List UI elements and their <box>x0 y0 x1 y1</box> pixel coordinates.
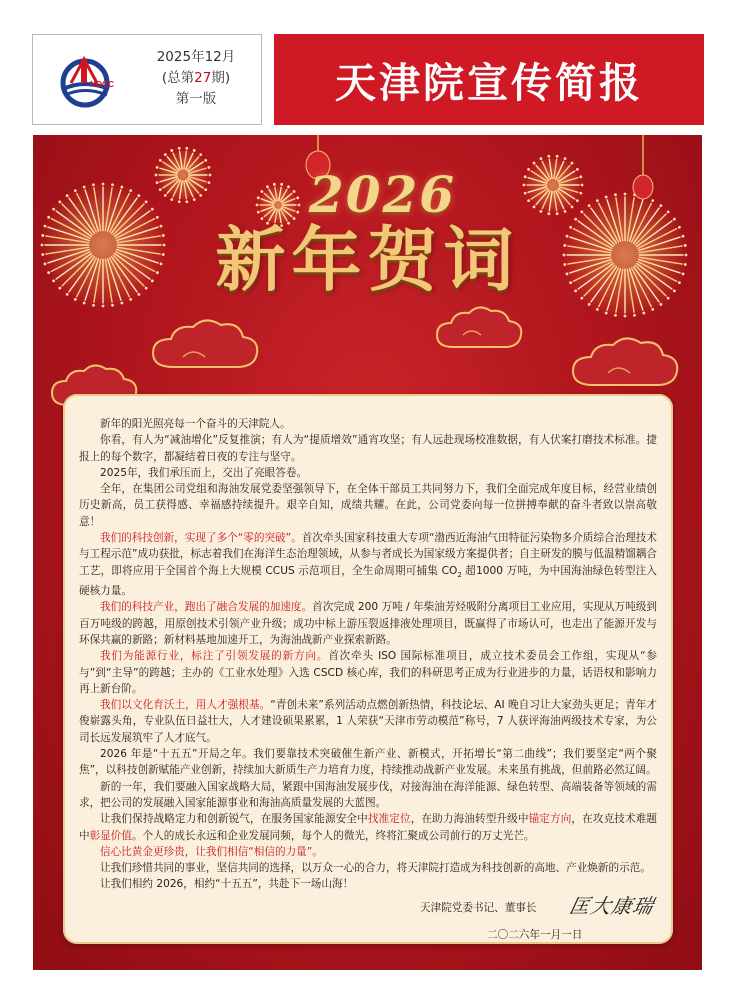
paragraph: 2025年，我们承压而上，交出了亮眼答卷。 <box>100 466 308 479</box>
paragraph: 让我们相约 2026，相约“十五五”，共赴下一场山海！ <box>100 878 354 891</box>
poster-headline <box>33 165 702 300</box>
poster-greeting: 新年贺词 <box>215 218 520 301</box>
paragraph: 2026 年是“十五五”开局之年。我们要靠技术突破催生新产业、新模式，开拓增长“第二曲线”；我们要坚定“两个聚焦”，以科技创新赋能产业创新，持续加大新质生产力培育力度，持续推动战新产业发展。未来虽有挑战，但前路必然辽阔。 <box>79 748 657 777</box>
issue-number: 27 <box>194 70 212 86</box>
edition-label: 第一版 <box>175 91 217 107</box>
header <box>32 34 704 125</box>
paragraph: 你看，有人为“减油增化”反复推演；有人为“提质增效”通宵攻坚；有人远赴现场校准数据，有人伏案打磨技术标准。捷报上的每个数字，都凝结着日夜的专注与坚守。 <box>79 434 657 463</box>
highlight-text: 彰显价值 <box>89 829 132 842</box>
paragraph: 新的一年，我们要融入国家战略大局，紧跟中国海油发展步伐，对接海油在海洋能源、绿色转型、高端装备等领域的需求，把公司的发展融入国家能源事业和海油高质量发展的大蓝图。 <box>79 780 657 809</box>
highlight-text: 信心比黄金更珍贵，让我们相信“相信的力量”。 <box>100 845 323 858</box>
title-banner <box>274 34 704 125</box>
company-logo-icon <box>57 53 117 109</box>
paragraph: 我们以文化育沃土，用人才强根基。“青创未来”系列活动点燃创新热情，科技论坛、AI 晚自习让大家劲头更足；青年才俊崭露头角，专业队伍日益壮大，人才建设硕果累累，1 人荣获“天津市劳动模范”称号，7 人获评海油两级技术专家，为公司长远发展筑牢了人才底气。 <box>79 699 657 744</box>
issue-total: (总第27期) <box>161 70 231 86</box>
paragraph: 我们的科技创新，实现了多个“零的突破”。首次牵头国家科技重大专项“渤西近海油气田特征污染物多介质综合治理技术与工程示范”成功获批，标志着我们在海洋生态治理领域，从参与者成长为国家级方案提供者；自主研发的膜与低温精馏耦合工艺，即将应用于全国首个海上大规模 CCUS 示范项目，全生命周期可捕集 $CO_2$ 超1000 万吨，为中国海油绿色转型注入硬核力量。 <box>79 532 657 598</box>
highlight-text: 我们以文化育沃土，用人才强根基。 <box>100 699 271 712</box>
highlight-text: 我们的科技创新，实现了多个“零的突破”。 <box>100 532 302 545</box>
header-info-box <box>32 34 262 125</box>
poster-year: 2026 <box>308 165 457 224</box>
signer-title: 天津院党委书记、董事长 <box>420 902 537 914</box>
issue-date: 2025年12月 <box>156 49 236 65</box>
newsletter-title: 天津院宣传简报 <box>335 59 643 107</box>
letter-date: 二〇二六年一月一日 <box>487 929 583 941</box>
new-year-letter <box>79 416 657 893</box>
paragraph: 我们为能源行业，标注了引领发展的新方向。首次牵头 ISO 国际标准项目，成立技术委员会工作组，实现从“参与”到“主导”的跨越；主办的《工业水处理》入选 CSCD 核心库，我们的科研思考正成为行业进步的力量，话语权和影响力再上新台阶。 <box>79 650 657 695</box>
paragraph: 让我们保持战略定力和创新锐气，在服务国家能源安全中找准定位，在助力海油转型升级中锚定方向，在攻克技术难题中彰显价值。个人的成长永远和企业发展同频，每个人的微光，终将汇聚成公司前行的万丈光芒。 <box>79 813 658 842</box>
issue-info <box>141 47 251 110</box>
auspicious-cloud-icon <box>52 307 677 405</box>
highlight-text: 找准定位 <box>367 813 411 826</box>
signature: 匡大康瑞 <box>567 894 657 918</box>
svg-text:NOOC: NOOC <box>90 80 114 89</box>
paragraph: 全年，在集团公司党组和海油发展党委坚强领导下，在全体干部员工共同努力下，我们全面完成年度目标，经营业绩创历史新高，员工获得感、幸福感持续提升。艰辛自知，成绩共耀。在此，公司党委向每一位拼搏奉献的奋斗者致以崇高敬意！ <box>79 483 657 528</box>
highlight-text: 我们为能源行业，标注了引领发展的新方向。 <box>100 650 329 663</box>
highlight-text: 我们的科技产业，跑出了融合发展的加速度。 <box>100 601 313 614</box>
paragraph: 新年的阳光照亮每一个奋斗的天津院人。 <box>100 418 291 430</box>
paragraph <box>79 844 657 860</box>
paragraph: 让我们珍惜共同的事业，坚信共同的选择，以万众一心的合力，将天津院打造成为科技创新的高地、产业焕新的示范。 <box>100 862 651 875</box>
highlight-text: 锚定方向 <box>528 813 572 826</box>
paragraph: 我们的科技产业，跑出了融合发展的加速度。首次完成 200 万吨 / 年柴油芳烃吸附分离项目工业应用，实现从万吨级到百万吨级的跨越，用原创技术引领产业升级；成功中标上游压裂返排液处理项目，既赢得了市场认可，也走出了能源开发与环保共赢的新路；新材料基地加速开工，为海油战新产业探索新路。 <box>79 601 657 646</box>
